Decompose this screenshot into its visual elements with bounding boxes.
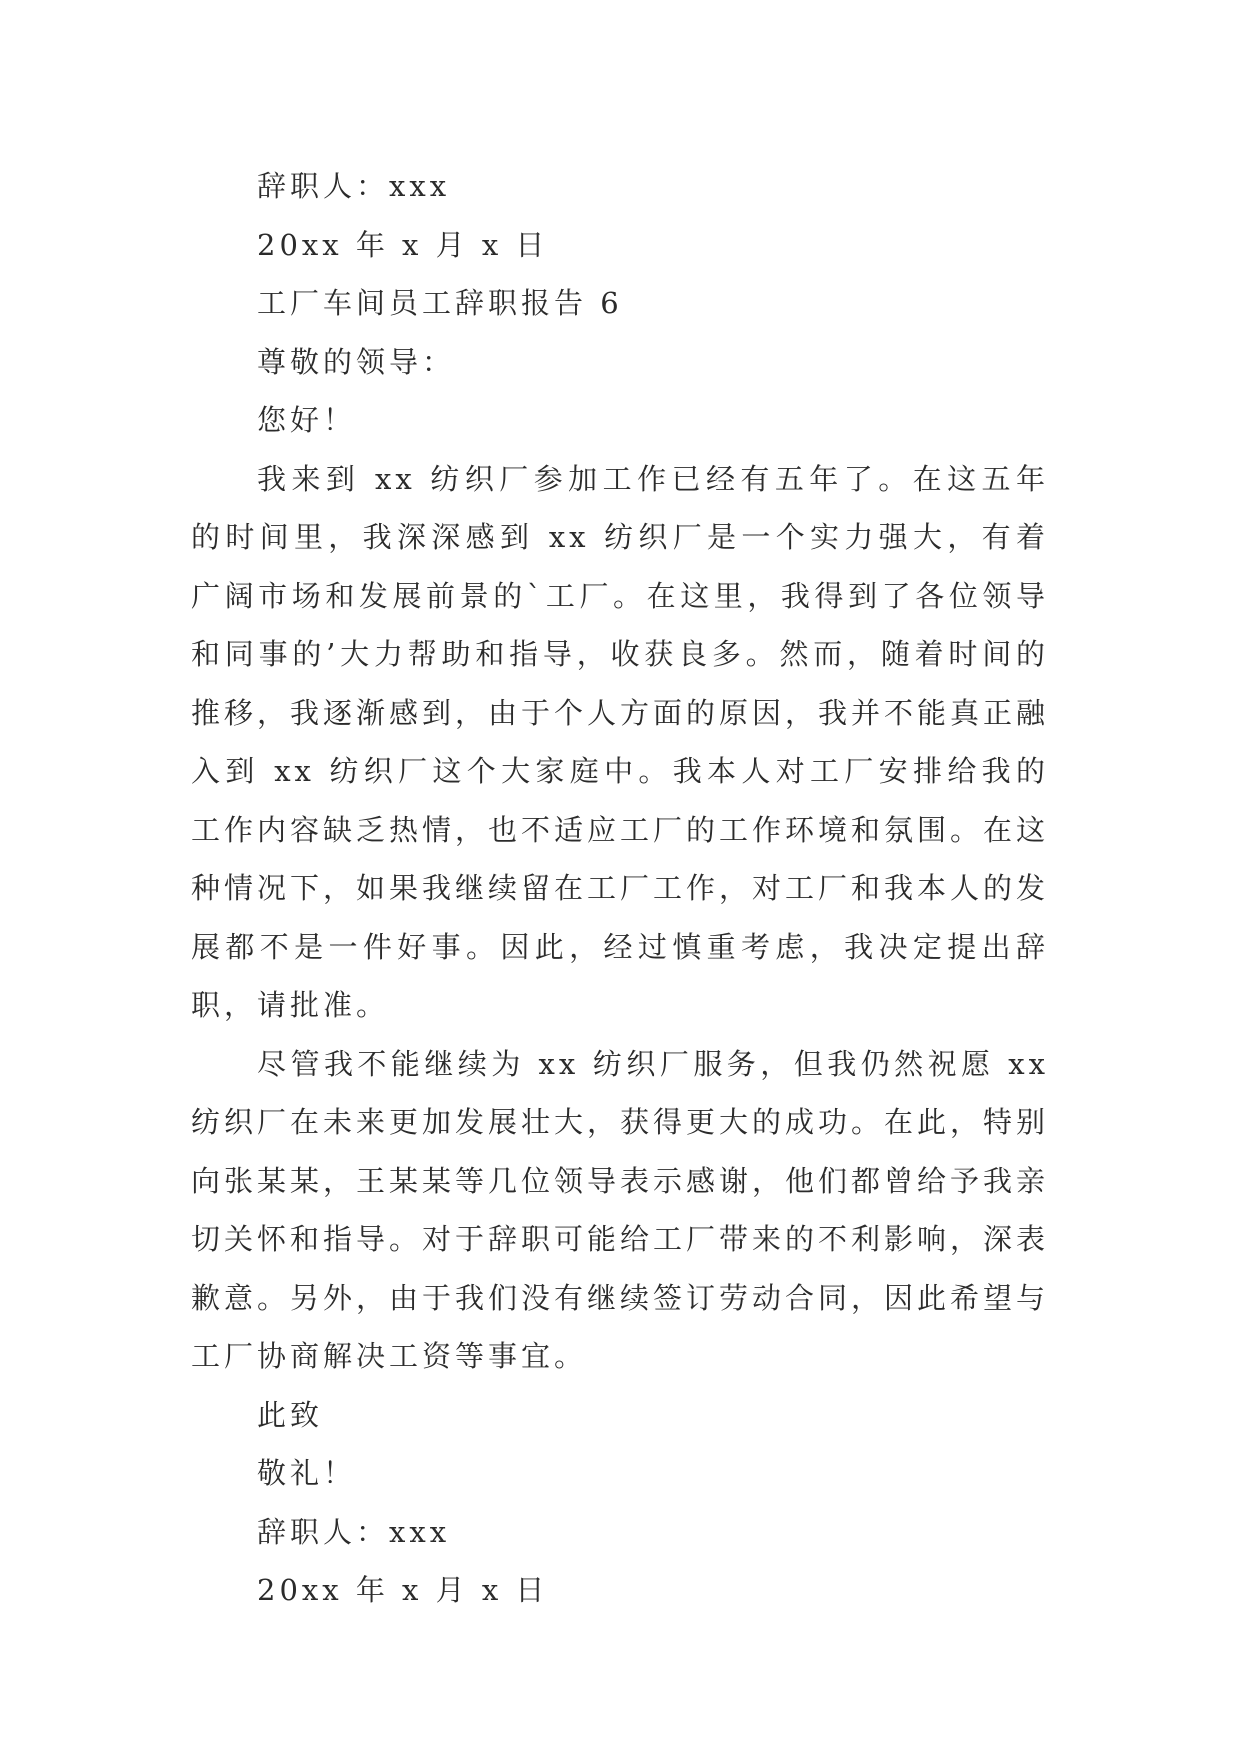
closing-line-2: 敬礼！ xyxy=(257,1456,357,1490)
previous-date-line: 20xx 年 x 月 x 日 xyxy=(257,227,549,262)
signature-date-line: 20xx 年 x 月 x 日 xyxy=(257,1573,549,1607)
previous-resigner-line: 辞职人：xxx xyxy=(257,169,451,203)
letter-title: 工厂车间员工辞职报告 6 xyxy=(257,286,623,320)
closing-line-1: 此致 xyxy=(257,1397,324,1432)
greeting: 您好！ xyxy=(257,403,357,437)
signature-line: 辞职人：xxx xyxy=(257,1514,451,1549)
document-body xyxy=(191,157,1049,1620)
body-paragraph-1: 我来到 xx 纺织厂参加工作已经有五年了。在这五年的时间里，我深深感到 xx 纺织厂是一个实力强大，有着广阔市场和发展前景的`工厂。在这里，我得到了各位领导和同事的’大力帮助和指导，收获良多。然而，随着时间的推移，我逐渐感到，由于个人方面的原因，我并不能真正融入到 xx 纺织厂这个大家庭中。我本人对工厂安排给我的工作内容缺乏热情，也不适应工厂的工作环境和氛围。在这种情况下，如果我继续留在工厂工作，对工厂和我本人的发展都不是一件好事。因此，经过慎重考虑，我决定提出辞职，请批准。 xyxy=(191,461,1050,1022)
body-paragraph-2: 尽管我不能继续为 xx 纺织厂服务，但我仍然祝愿 xx 纺织厂在未来更加发展壮大，获得更大的成功。在此，特别向张某某，王某某等几位领导表示感谢，他们都曾给予我亲切关怀和指导。对于辞职可能给工厂带来的不利影响，深表歉意。另外，由于我们没有继续签订劳动合同，因此希望与工厂协商解决工资等事宜。 xyxy=(191,1046,1050,1373)
salutation: 尊敬的领导： xyxy=(257,344,456,379)
